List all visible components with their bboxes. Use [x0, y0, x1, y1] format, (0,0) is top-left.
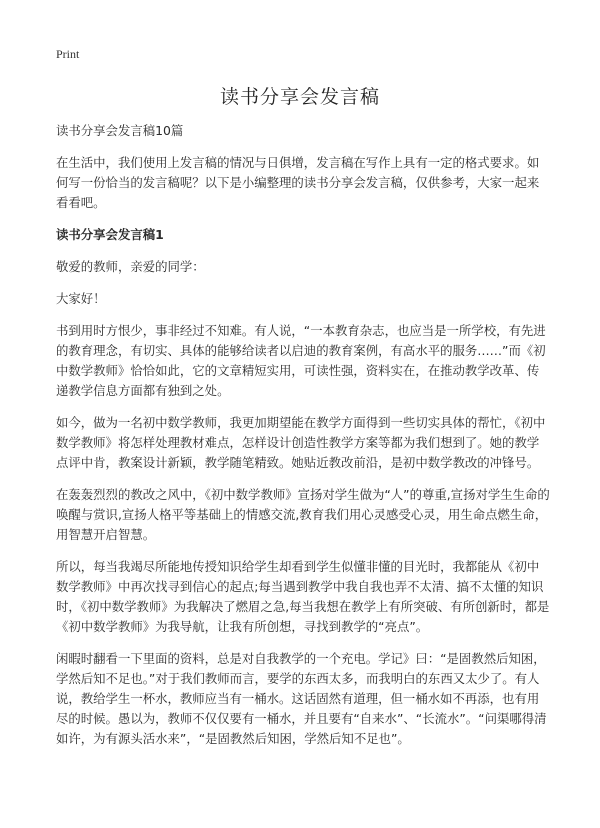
body-paragraph-4: 所以，每当我竭尽所能地传授知识给学生却看到学生似懂非懂的目光时，我都能从《初中数学教师》中再次找寻到信心的起点;每当遇到教学中我自我也弄不太清、搞不太懂的知识时，《初中数学教师》为我解决了燃眉之急,每当我想在教学上有所突破、有所创新时，都是《初中数学教师》为我导航，让我有所创想，寻找到教学的“亮点”。	[56, 559, 550, 634]
body-paragraph-2: 如今，做为一名初中数学教师，我更加期望能在教学方面得到一些切实具体的帮忙，《初中数学教师》将怎样处理教材难点，怎样设计创造性教学方案等都为我们想到了。她的教学点评中肯，教案设计新颖，教学随笔精致。她贴近教改前沿，是初中数学教改的冲锋号。	[56, 415, 546, 470]
body-paragraph-3: 在轰轰烈烈的教改之风中，《初中数学教师》宣扬对学生做为“人”的尊重,宣扬对学生生命的唤醒与赏识,宣扬人格平等基础上的情感交流,教育我们用心灵感受心灵，用生命点燃生命，用智慧开启智慧。	[56, 487, 550, 542]
section-heading: 读书分享会发言稿1	[56, 227, 164, 242]
document-subtitle: 读书分享会发言稿10篇	[56, 123, 184, 138]
document-title: 读书分享会发言稿	[219, 86, 380, 108]
print-label: Print	[56, 47, 80, 61]
intro-paragraph: 在生活中，我们使用上发言稿的情况与日俱增，发言稿在写作上具有一定的格式要求。如何写一份恰当的发言稿呢？以下是小编整理的读书分享会发言稿，仅供参考，大家一起来看看吧。	[56, 155, 540, 210]
body-paragraph-5: 闲暇时翻看一下里面的资料，总是对自我教学的一个充电。学记》曰：“是固教然后知困，学然后知不足也。”对于我们教师而言，要学的东西太多，而我明白的东西又太少了。有人说，教给学生一杯水，教师应当有一桶水。这话固然有道理，但一桶水如不再添，也有用尽的时候。愚以为，教师不仅仅要有一桶水，并且要有“自来水”、“长流水”。“问渠哪得清如许，为有源头活水来”，“是固教然后知困，学然后知不足也”。	[56, 651, 547, 746]
greeting-salutation: 敬爱的教师，亲爱的同学：	[56, 259, 205, 274]
document-body	[56, 121, 550, 761]
body-paragraph-1: 书到用时方恨少，事非经过不知难。有人说，“一本教育杂志，也应当是一所学校，有先进的教育理念，有切实、具体的能够给读者以启迪的教育案例，有高水平的服务……”而《初中数学教师》恰恰如此，它的文章精短实用，可读性强，资料实在，在推动教学改革、传递教学信息方面都有独到之处。	[56, 323, 546, 398]
greeting-hello: 大家好！	[56, 291, 106, 306]
